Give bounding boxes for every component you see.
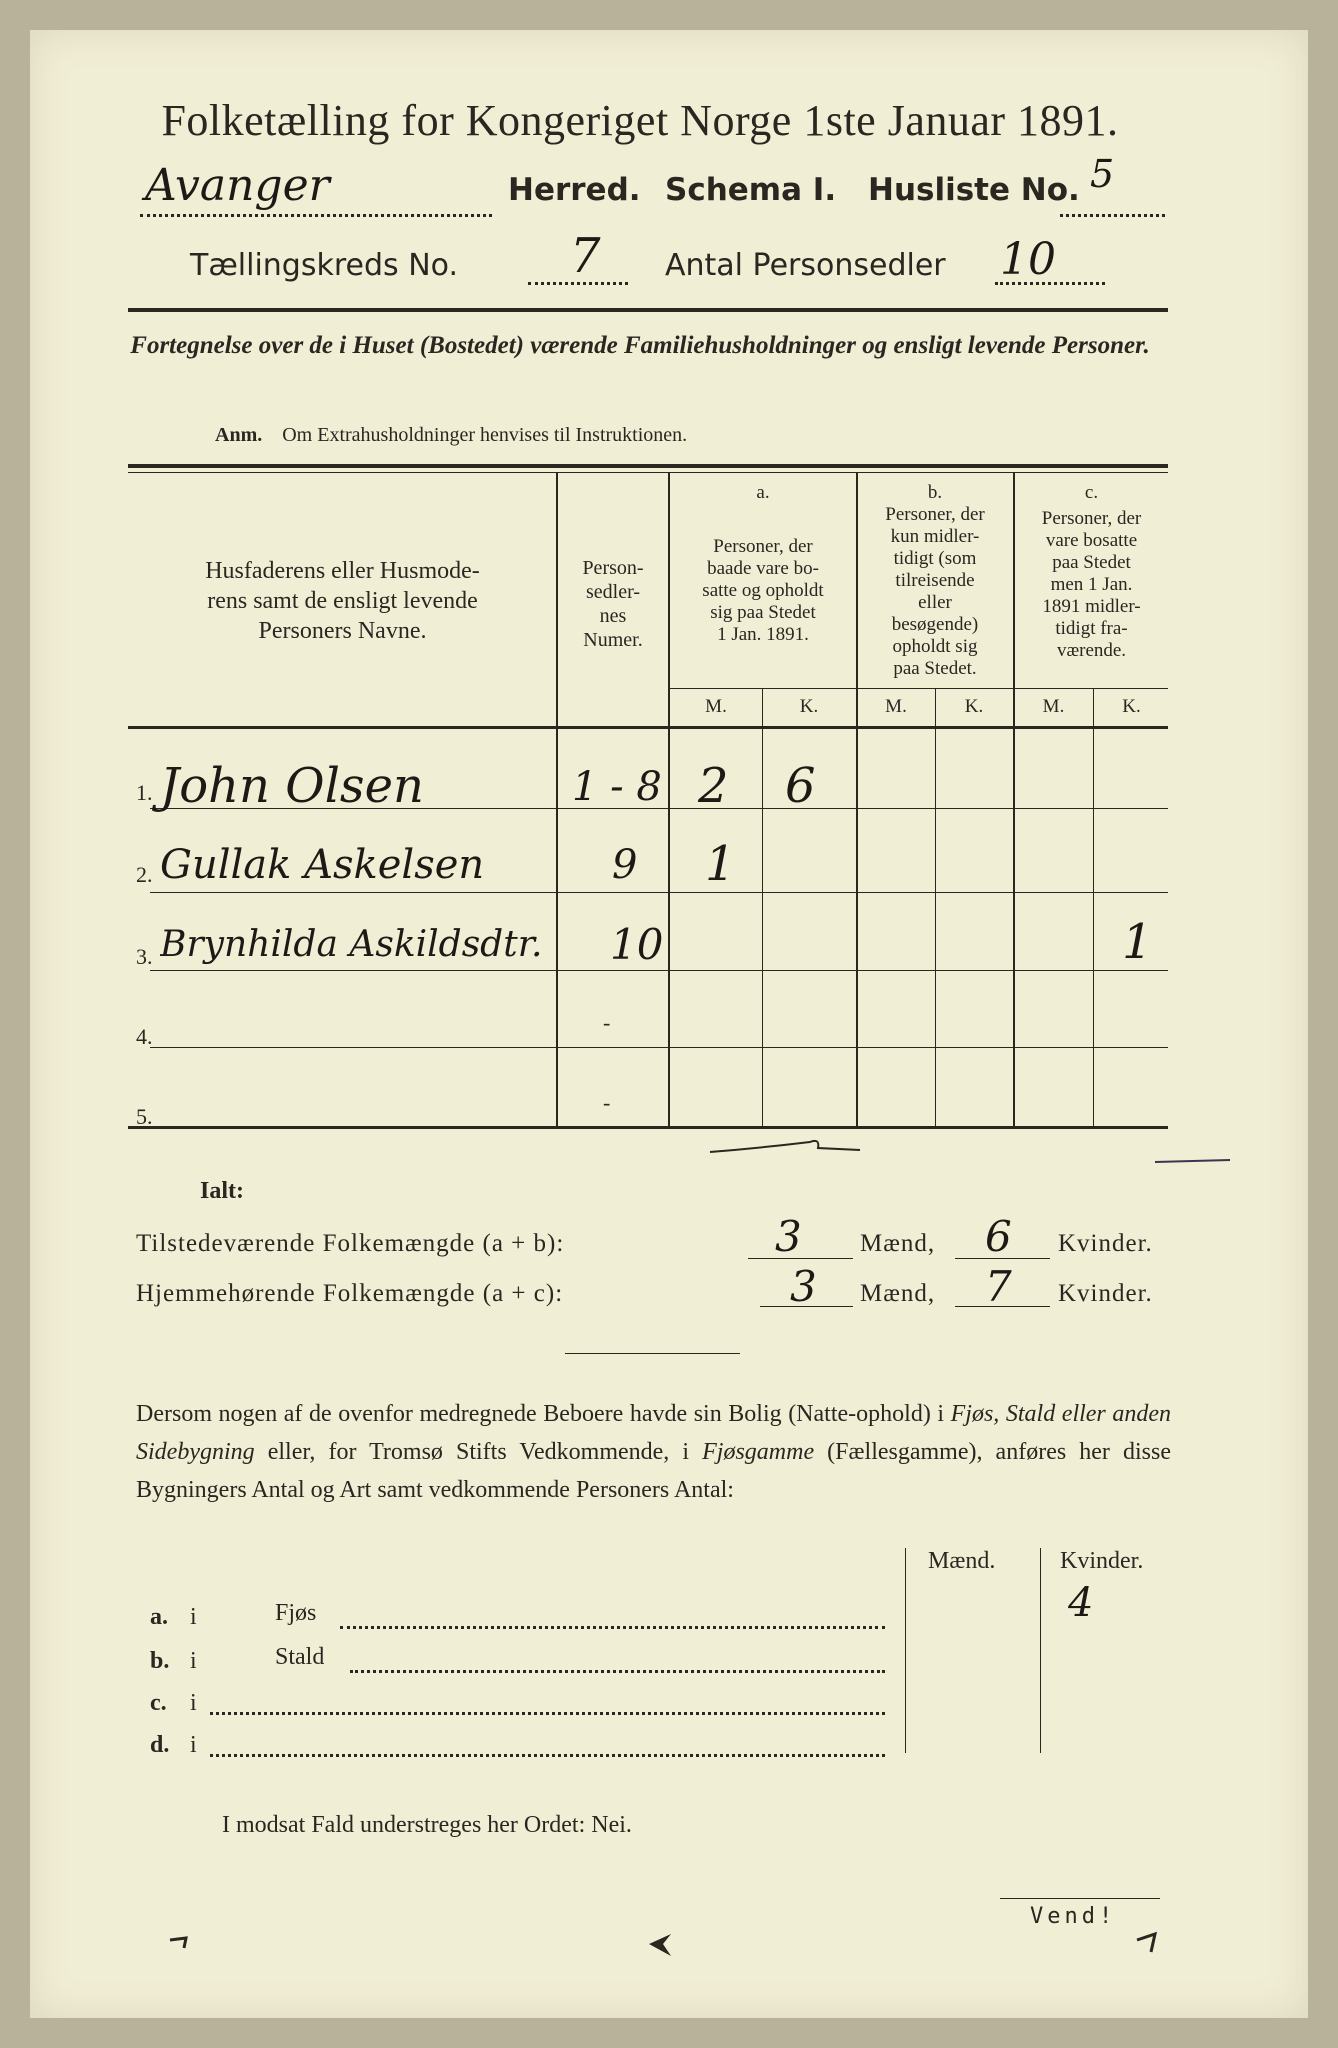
col-c-line-7: værende. [1056,640,1127,661]
vend-rule [1000,1898,1160,1899]
col-a-line-3: satte og opholdt [702,580,824,601]
bldg-row-d-i: i [190,1732,197,1758]
table-top-rule [128,464,1168,468]
form-title: Folketælling for Kongeriget Norge 1ste Januar 1891. [161,96,1119,145]
col-divider-b-mk [935,688,936,1126]
hjemme-maend-value: 3 [790,1262,817,1311]
hjemme-maend-underline [760,1306,853,1307]
col-a-line-5: 1 Jan. 1891. [717,624,809,645]
anm-note [215,424,687,447]
row-1-a-k: 6 [785,758,816,814]
bldg-row-b-i: i [190,1648,197,1674]
name-header-line-2: rens samt de ensligt levende [207,588,478,614]
row-3-c-k: 1 [1122,914,1153,970]
col-b-line-3: tidigt (som [893,548,977,569]
col-a-line-4: sig paa Stedet [710,602,816,623]
bldg-row-b-dots [350,1670,885,1673]
name-column-header [140,556,545,646]
para-part-3: eller, for Tromsø Stifts Vedkommende, i [254,1439,703,1465]
row-5-num: - [603,1090,611,1115]
row-5-number: 5. [136,1104,153,1129]
a-k-label: K. [799,696,819,717]
center-mark [645,1930,675,1960]
ialt-label: Ialt: [200,1178,244,1204]
col-b-line-1: Personer, der [885,504,985,525]
col-b-header [858,482,1012,680]
personsedler-label: Antal Personsedler [665,248,946,283]
hjemme-kvinder-value: 7 [985,1262,1012,1311]
name-header-line-1: Husfaderens eller Husmode- [205,558,480,584]
col-c-line-4: men 1 Jan. [1050,574,1133,595]
bldg-row-c-i: i [190,1690,197,1716]
corner-mark-right [1135,1930,1159,1956]
header-rule [128,308,1168,312]
num-header-line-4: Numer. [583,629,643,651]
para-part-5: (Fællesgamme), anføres her disse Bygningers Antal og Art samt vedkommende Personers Antal: [136,1439,1171,1503]
hjemme-kvinder-label: Kvinder. [1058,1280,1153,1307]
col-b-line-2: kun midler- [890,526,980,547]
bldg-row-a-letter: a. [150,1604,168,1630]
row-2-a-m: 1 [705,836,736,892]
tilstede-maend-value: 3 [775,1212,802,1261]
kreds-underline [528,282,628,285]
col-divider-a-mk [762,688,763,1126]
a-m-label: M. [705,696,727,717]
row-3-num: 10 [610,920,664,969]
tilstede-label: Tilstedeværende Folkemængde (a + b): [136,1230,565,1257]
num-header-line-2: sedler- [585,581,640,603]
row-1-num: 1 - 8 [572,764,662,810]
row-2-name: Gullak Askelsen [160,842,485,888]
tilstede-maend-label: Mænd, [860,1230,936,1257]
husliste-number-handwritten: 5 [1090,152,1115,196]
col-c-header [1015,482,1168,662]
col-c-line-1: Personer, der [1041,508,1142,529]
row-1-name: John Olsen [160,758,424,814]
intro-text: Fortegnelse over de i Huset (Bostedet) værende Familiehusholdninger og ensligt levende Personer. [130,332,1150,359]
row-1-a-m: 2 [698,758,729,814]
personsedler-handwritten: 10 [1000,234,1056,285]
anm-text: Om Extrahusholdninger henvises til Instruktionen. [282,424,688,446]
col-b-letter: b. [927,482,943,503]
col-a-header [672,482,854,646]
c-m-label: M. [1042,696,1065,717]
bldg-row-c-letter: c. [150,1690,167,1716]
bldg-row-a-i: i [190,1604,197,1630]
row-2-number: 2. [136,862,153,887]
col-divider-c-mk [1093,688,1094,1126]
anm-label: Anm. [215,424,263,446]
c-k-label: K. [1122,696,1141,717]
bldg-row-d-dots [210,1754,885,1757]
bldg-kvinder-header: Kvinder. [1060,1548,1144,1574]
col-a-line-1: Personer, der [713,536,813,557]
schema-label: Schema I. [665,172,837,208]
municipality-underline [140,214,492,217]
col-b-line-4: tilreisende [895,570,975,591]
col-a-line-2: baade vare bo- [707,558,819,579]
corner-mark-left [168,1930,192,1954]
row-line-4 [150,1047,1168,1048]
bldg-row-a-label: Fjøs [275,1600,317,1626]
num-header-line-1: Person- [582,557,644,579]
final-note: I modsat Fald understreges her Ordet: Nei. [222,1812,632,1838]
row-4-num: - [603,1010,611,1035]
row-4-number: 4. [136,1024,153,1049]
bldg-divider-2 [1040,1548,1041,1753]
name-header-line-3: Personers Navne. [258,618,427,644]
kreds-number-handwritten: 7 [570,228,601,284]
col-c-line-2: vare bosatte [1045,530,1138,551]
col-c-line-3: paa Stedet [1052,552,1131,573]
col-c-line-5: 1891 midler- [1042,596,1141,617]
table-header-bottom-rule [128,726,1168,729]
bldg-kvinder-value: 4 [1068,1580,1094,1626]
b-k-label: K. [964,696,984,717]
hjemme-label: Hjemmehørende Folkemængde (a + c): [136,1280,564,1307]
tilstede-maend-underline [748,1258,853,1259]
col-b-line-8: paa Stedet. [893,658,977,679]
col-b-line-5: eller [918,592,952,613]
husliste-underline [1060,214,1165,217]
hjemme-maend-label: Mænd, [860,1280,936,1307]
personsedler-underline [995,282,1105,285]
col-a-letter: a. [756,482,770,503]
row-3-number: 3. [136,944,153,969]
outbuilding-paragraph [136,1395,1171,1509]
kreds-label: Tællingskreds No. [190,248,458,283]
row-line-3 [150,970,1168,971]
col-divider-num [668,472,670,1126]
row-line-2 [150,892,1168,893]
bldg-row-a-dots [340,1626,885,1629]
para-part-1: Dersom nogen af de ovenfor medregnede Beboere havde sin Bolig (Natte-ophold) i [136,1401,951,1427]
tilstede-kvinder-value: 6 [985,1212,1012,1261]
husliste-label: Husliste No. [868,172,1080,208]
table-bottom-rule [128,1126,1168,1129]
row-1-number: 1. [136,780,153,805]
para-part-2: Fjøs, Stald eller anden Sidebygning [136,1401,1171,1465]
vend-label: Vend! [1030,1904,1117,1929]
bldg-row-b-label: Stald [275,1644,325,1670]
col-b-line-6: besøgende) [891,614,979,635]
section-divider [565,1353,740,1354]
bldg-row-d-letter: d. [150,1732,170,1758]
bldg-divider-1 [905,1548,906,1753]
col-divider-name [556,472,558,1126]
bldg-row-c-dots [210,1712,885,1715]
row-2-num: 9 [612,842,638,888]
bldg-row-b-letter: b. [150,1648,170,1674]
col-c-line-6: tidigt fra- [1055,618,1128,639]
hjemme-kvinder-underline [955,1306,1050,1307]
b-m-label: M. [885,696,907,717]
tilstede-kvinder-underline [955,1258,1050,1259]
col-b-line-7: opholdt sig [892,636,978,657]
herred-label: Herred. [508,172,641,208]
bldg-maend-header: Mænd. [928,1548,996,1574]
num-column-header [560,556,666,652]
col-c-letter: c. [1084,482,1099,503]
num-header-line-3: nes [599,605,627,627]
table-top-rule-2 [128,472,1168,473]
stray-pen-stroke [700,1130,1240,1170]
tilstede-kvinder-label: Kvinder. [1058,1230,1153,1257]
municipality-handwritten: Avanger [145,160,330,211]
para-part-4: Fjøsgamme [702,1439,815,1465]
row-3-name: Brynhilda Askildsdtr. [160,924,543,965]
